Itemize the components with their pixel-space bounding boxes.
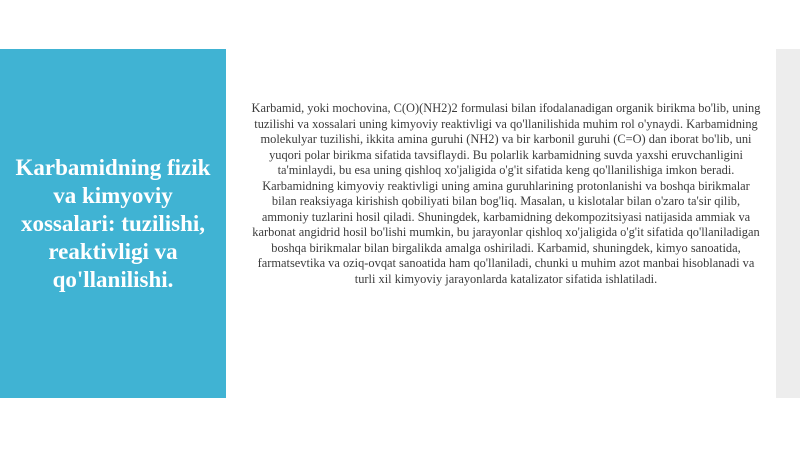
slide-title: Karbamidning fizik va kimyoviy xossalari: tuzilishi, reaktivligi va qo'llanilishi. bbox=[15, 154, 211, 292]
body-paragraph: Karbamid, yoki mochovina, C(O)(NH2)2 formulasi bilan ifodalanadigan organik birikma bo'lib, uning tuzilishi va xossalari uning kimyoviy reaktivligi va qo'llanilishida muhim rol o'ynaydi. Karbamidning molekulyar tuzilishi, ikkita amina guruhi (NH2) va bir karbonil guruhi (C=O) dan iborat bo'lib, uni yuqori polar birikma sifatida tavsiflaydi. Bu polarlik karbamidning suvda yaxshi eruvchanligini ta'minlaydi, bu esa uning qishloq xo'jaligida o'g'it sifatida keng qo'llanilishiga imkon beradi. Karbamidning kimyoviy reaktivligi uning amina guruhlarining protonlanishi va boshqa birikmalar bilan reaksiyaga kirishish qobiliyati bilan bog'liq. Masalan, u kislotalar bilan o'zaro ta'sir qilib, ammoniy tuzlarini hosil qiladi. Shuningdek, karbamidning dekompozitsiyasi natijasida ammiak va karbonat angidrid hosil bo'lishi mumkin, bu jarayonlar qishloq xo'jaligida o'g'it sifatida qo'llaniladigan boshqa birikmalar bilan birgalikda amalga oshiriladi. Karbamid, shuningdek, kimyo sanoatida, farmatsevtika va oziq-ovqat sanoatida ham qo'llaniladi, chunki u muhim azot manbai hisoblanadi va turli xil kimyoviy jarayonlarda katalizator sifatida ishlatiladi. bbox=[251, 101, 761, 286]
decorative-side-strip bbox=[776, 49, 800, 398]
slide-body bbox=[250, 101, 762, 351]
title-panel bbox=[0, 49, 226, 398]
